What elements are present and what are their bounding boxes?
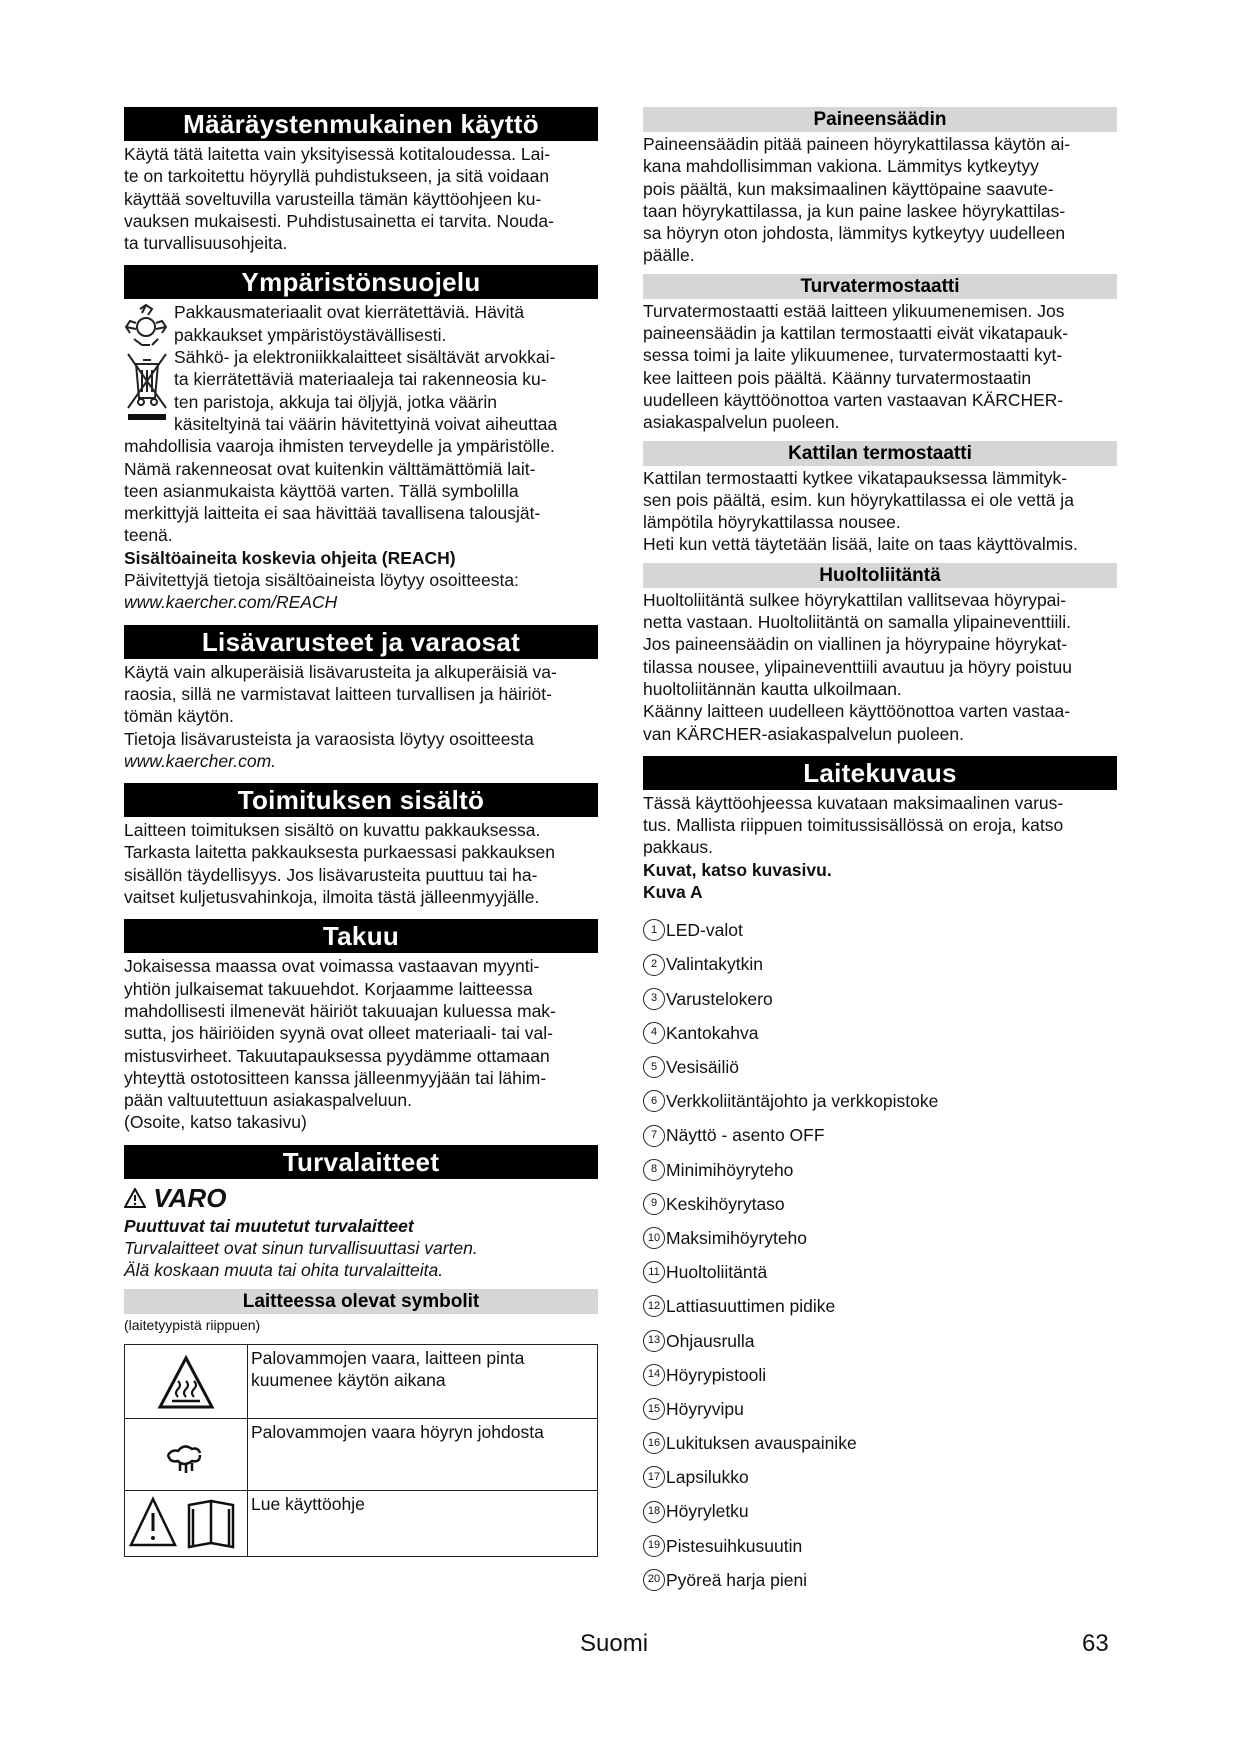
- para-line: Nämä rakenneosat ovat kuitenkin välttämättömiä lait-: [124, 458, 536, 479]
- para-line: Huoltoliitäntä sulkee höyrykattilan vallitsevaa höyrypai-: [643, 589, 1067, 610]
- warning-triangle-icon: [124, 1183, 153, 1213]
- heading-pressure-regulator: Paineensäädin: [643, 107, 1117, 132]
- item-label: Maksimihöyryteho: [666, 1227, 808, 1248]
- heading-safety-devices: Turvalaitteet: [124, 1145, 598, 1179]
- para-line: mahdollisesti ilmenevät häiriöt takuuajan kuluessa mak-: [124, 1000, 556, 1021]
- para-line: paineensäädin ja kattilan termostaatti eivät vikatapauk-: [643, 323, 1069, 344]
- item-label: Pistesuihkusuutin: [666, 1535, 803, 1556]
- para-line: asiakaspalvelun puoleen.: [643, 412, 840, 433]
- para-line: sessa toimi ja laite ylikuumenee, turvatermostaatti kyt-: [643, 345, 1063, 366]
- para-line: Sähkö- ja elektroniikkalaitteet sisältävät arvokkai-: [174, 347, 556, 368]
- item-number-badge: 6: [643, 1090, 665, 1112]
- list-item: [643, 1016, 1117, 1050]
- para-line: huoltoliitännän kautta ulkoilmaan.: [643, 678, 902, 699]
- item-number-badge: 4: [643, 1022, 665, 1044]
- list-item: [643, 1084, 1117, 1118]
- item-number-badge: 14: [643, 1364, 665, 1386]
- para-line: sisällön täydellisyys. Jos lisävarusteita puuttuu tai ha-: [124, 864, 538, 885]
- list-item: [643, 1529, 1117, 1563]
- list-item: [643, 1392, 1117, 1426]
- para-line: uudelleen käyttöönottoa varten vastaavan KÄRCHER-: [643, 389, 1064, 410]
- para-line: Pakkausmateriaalit ovat kierrätettäviä. Hävitä: [174, 302, 525, 323]
- item-number-badge: 20: [643, 1569, 665, 1591]
- para-line: (Osoite, katso takasivu): [124, 1112, 307, 1133]
- para-line: Tarkasta laitetta pakkauksesta purkaessasi pakkauksen: [124, 842, 555, 863]
- list-item: [643, 1426, 1117, 1460]
- heading-scope-of-delivery: Toimituksen sisältö: [124, 783, 598, 817]
- table-row: [125, 1418, 598, 1490]
- item-number-badge: 8: [643, 1159, 665, 1181]
- heading-device-symbols: Laitteessa olevat symbolit: [124, 1289, 598, 1314]
- para-line: ta kierrätettäviä materiaaleja tai rakenneosia ku-: [174, 369, 547, 390]
- reach-heading: Sisältöaineita koskevia ohjeita (REACH): [124, 547, 456, 568]
- crossed-bin-icon: [124, 346, 170, 422]
- para-line: te on tarkoitettu höyryllä puhdistukseen, ja sitä voidaan: [124, 166, 550, 187]
- para-line: teen asianmukaista käyttöä varten. Tällä symbolilla: [124, 480, 519, 501]
- para-line: teenä.: [124, 525, 173, 546]
- item-label: Lapsilukko: [666, 1467, 749, 1488]
- heading-environment: Ympäristönsuojelu: [124, 265, 598, 299]
- symbol-description: Palovammojen vaara höyryn johdosta: [248, 1418, 598, 1490]
- para-line: Jos paineensäädin on viallinen ja höyrypaine höyrykat-: [643, 634, 1068, 655]
- para-line: Käytä tätä laitetta vain yksityisessä kotitaloudessa. Lai-: [124, 144, 551, 164]
- table-row: [125, 1344, 598, 1418]
- para-line: yhtiön julkaisemat takuuehdot. Korjaamme laitteessa: [124, 978, 533, 999]
- list-item: [643, 1324, 1117, 1358]
- recycling-note: [124, 301, 598, 346]
- item-number-badge: 18: [643, 1501, 665, 1523]
- symbols-table: [124, 1344, 598, 1558]
- para-line: ta turvallisuusohjeita.: [124, 233, 288, 254]
- item-number-badge: 1: [643, 919, 665, 941]
- item-number-badge: 19: [643, 1535, 665, 1557]
- para-line: Jokaisessa maassa ovat voimassa vastaavan myynti-: [124, 956, 540, 977]
- reach-link[interactable]: www.kaercher.com/REACH: [124, 592, 338, 613]
- heading-accessories: Lisävarusteet ja varaosat: [124, 625, 598, 659]
- para-line: Käänny laitteen uudelleen käyttöönottoa varten vastaa-: [643, 701, 1071, 722]
- item-number-badge: 11: [643, 1261, 665, 1283]
- kaercher-link[interactable]: www.kaercher.com.: [124, 750, 277, 771]
- para-line: pois päältä, kun maksimaalinen käyttöpaine saavute-: [643, 178, 1054, 199]
- item-label: Kantokahva: [666, 1022, 759, 1043]
- list-item: [643, 1358, 1117, 1392]
- para-line: pään valtuutettuun asiakaspalveluun.: [124, 1090, 412, 1111]
- para-line: sutta, jos häiriöiden syynä ovat olleet materiaali- tai val-: [124, 1023, 553, 1044]
- item-label: Verkkoliitäntäjohto ja verkkopistoke: [666, 1091, 939, 1112]
- heading-intended-use: Määräystenmukainen käyttö: [124, 107, 598, 141]
- item-label: Pyöreä harja pieni: [666, 1569, 808, 1590]
- para-line: Heti kun vettä täytetään lisää, laite on taas käyttövalmis.: [643, 534, 1078, 555]
- para-line: netta vastaan. Huoltoliitäntä on samalla ylipaineventtiili.: [643, 612, 1072, 633]
- item-label: Höyryvipu: [666, 1398, 744, 1419]
- para-line: raosia, sillä ne varmistavat laitteen turvallisen ja häiriöt-: [124, 683, 552, 704]
- steam-warning-icon: [125, 1418, 248, 1490]
- hot-surface-warning-icon: [125, 1344, 248, 1418]
- list-item: [643, 1187, 1117, 1221]
- parts-list: [643, 913, 1117, 1597]
- item-number-badge: 2: [643, 954, 665, 976]
- para-line: taan höyrykattilassa, ja kun paine laskee höyrykattilas-: [643, 200, 1066, 221]
- item-label: Valintakytkin: [666, 954, 763, 975]
- item-number-badge: 9: [643, 1193, 665, 1215]
- list-item: [643, 948, 1117, 982]
- list-item: [643, 1221, 1117, 1255]
- item-label: Minimihöyryteho: [666, 1159, 794, 1180]
- symbols-note: (laitetyypistä riippuen): [124, 1316, 261, 1333]
- item-number-badge: 3: [643, 988, 665, 1010]
- symbol-description: Palovammojen vaara, laitteen pinta kuumenee käytön aikana: [248, 1344, 598, 1418]
- list-item: [643, 1255, 1117, 1289]
- item-number-badge: 15: [643, 1398, 665, 1420]
- para-line: ten paristoja, akkuja tai öljyjä, jotka väärin: [174, 391, 497, 412]
- list-item: [643, 1118, 1117, 1152]
- weee-note: [124, 346, 598, 547]
- table-row: [125, 1491, 598, 1557]
- figure-label: Kuva A: [643, 882, 703, 903]
- list-item: [643, 1289, 1117, 1323]
- para-line: tus. Mallista riippuen toimitussisällössä on eroja, katso: [643, 815, 1064, 836]
- heading-device-description: Laitekuvaus: [643, 756, 1117, 790]
- item-label: Varustelokero: [666, 988, 773, 1009]
- caution-word: VARO: [153, 1182, 227, 1213]
- heading-warranty: Takuu: [124, 919, 598, 953]
- para-line: Käytä vain alkuperäisiä lisävarusteita ja alkuperäisiä va-: [124, 661, 557, 682]
- para-line: Turvatermostaatti estää laitteen ylikuumenemisen. Jos: [643, 300, 1065, 321]
- list-item: [643, 1460, 1117, 1494]
- item-label: Höyrypistooli: [666, 1364, 767, 1385]
- para-line: Turvalaitteet ovat sinun turvallisuuttasi varten.: [124, 1237, 478, 1258]
- para-line: Älä koskaan muuta tai ohita turvalaitteita.: [124, 1260, 444, 1281]
- item-number-badge: 10: [643, 1227, 665, 1249]
- para-line: pakkaukset ympäristöystävällisesti.: [174, 324, 447, 345]
- para-line: käyttää soveltuvilla varusteilla tämän käyttöohjeen ku-: [124, 188, 542, 209]
- item-number-badge: 13: [643, 1330, 665, 1352]
- para-line: lämpötila höyrykattilassa nousee.: [643, 512, 901, 533]
- para-line: van KÄRCHER-asiakaspalvelun puoleen.: [643, 723, 965, 744]
- item-label: Lukituksen avauspainike: [666, 1433, 857, 1454]
- reach-text: Päivitettyjä tietoja sisältöaineista löytyy osoitteesta:: [124, 570, 519, 591]
- para-line: mistusvirheet. Takuutapauksessa pyydämme ottamaan: [124, 1045, 550, 1066]
- figures-note: Kuvat, katso kuvasivu.: [643, 859, 832, 880]
- para-line: yhteyttä ostotositteen kanssa jälleenmyyjään tai lähim-: [124, 1067, 547, 1088]
- para-line: vauksen mukaisesti. Puhdistusainetta ei tarvita. Nouda-: [124, 210, 554, 231]
- item-number-badge: 5: [643, 1056, 665, 1078]
- item-label: Ohjausrulla: [666, 1330, 755, 1351]
- para-line: päälle.: [643, 245, 695, 266]
- para-line: mahdollisia vaaroja ihmisten terveydelle ja ympäristölle.: [124, 436, 555, 457]
- heading-boiler-thermostat: Kattilan termostaatti: [643, 441, 1117, 466]
- read-manual-icon: [125, 1491, 248, 1557]
- para-line: kee laitteen pois päältä. Käänny turvatermostaatin: [643, 367, 1032, 388]
- para-line: merkittyjä laitteita ei saa hävittää tavallisena talousjät-: [124, 503, 541, 524]
- para-line: Paineensäädin pitää paineen höyrykattilassa käytön ai-: [643, 134, 1071, 154]
- para-line: vaitset kuljetusvahinkoja, ilmoita tästä jälleenmyyjälle.: [124, 887, 540, 908]
- item-label: Lattiasuuttimen pidike: [666, 1296, 836, 1317]
- list-item: [643, 1153, 1117, 1187]
- list-item: [643, 1050, 1117, 1084]
- list-item: [643, 913, 1117, 947]
- para-line: Tietoja lisävarusteista ja varaosista löytyy osoitteesta: [124, 728, 534, 749]
- para-line: Tässä käyttöohjeessa kuvataan maksimaalinen varus-: [643, 792, 1064, 813]
- item-label: LED-valot: [666, 920, 743, 941]
- para-line: tömän käytön.: [124, 706, 234, 727]
- item-label: Näyttö - asento OFF: [666, 1125, 825, 1146]
- item-number-badge: 7: [643, 1125, 665, 1147]
- para-line: Kattilan termostaatti kytkee vikatapauksessa lämmityk-: [643, 467, 1068, 488]
- caution-label: [124, 1181, 598, 1215]
- left-column: [124, 107, 598, 1557]
- para-line: tilassa nousee, ylipaineventtiili avautuu ja höyry poistuu: [643, 656, 1073, 677]
- item-label: Vesisäiliö: [666, 1057, 739, 1077]
- para-line: sa höyryn oton johdosta, lämmitys kytkeytyy uudelleen: [643, 223, 1066, 244]
- page-number: 63: [1082, 1630, 1109, 1657]
- para-line: sen pois päältä, esim. kun höyrykattilassa ei ole vettä ja: [643, 489, 1074, 510]
- item-number-badge: 16: [643, 1432, 665, 1454]
- footer-language: Suomi: [580, 1630, 649, 1657]
- para-line: käsiteltyinä tai väärin hävitettyinä voivat aiheuttaa: [174, 413, 558, 434]
- para-line: pakkaus.: [643, 837, 714, 858]
- item-number-badge: 17: [643, 1466, 665, 1488]
- heading-safety-thermostat: Turvatermostaatti: [643, 274, 1117, 299]
- caution-subtitle: Puuttuvat tai muutetut turvalaitteet: [124, 1215, 414, 1236]
- symbol-description: Lue käyttöohje: [248, 1491, 598, 1557]
- heading-service-connection: Huoltoliitäntä: [643, 563, 1117, 588]
- item-label: Huoltoliitäntä: [666, 1262, 768, 1283]
- para-line: kana mahdollisimman vakiona. Lämmitys kytkeytyy: [643, 156, 1039, 177]
- para-line: Laitteen toimituksen sisältö on kuvattu pakkauksessa.: [124, 820, 541, 841]
- item-label: Höyryletku: [666, 1501, 749, 1522]
- item-label: Keskihöyrytaso: [666, 1193, 785, 1214]
- list-item: [643, 982, 1117, 1016]
- item-number-badge: 12: [643, 1295, 665, 1317]
- list-item: [643, 1563, 1117, 1597]
- right-column: [643, 107, 1117, 1597]
- list-item: [643, 1495, 1117, 1529]
